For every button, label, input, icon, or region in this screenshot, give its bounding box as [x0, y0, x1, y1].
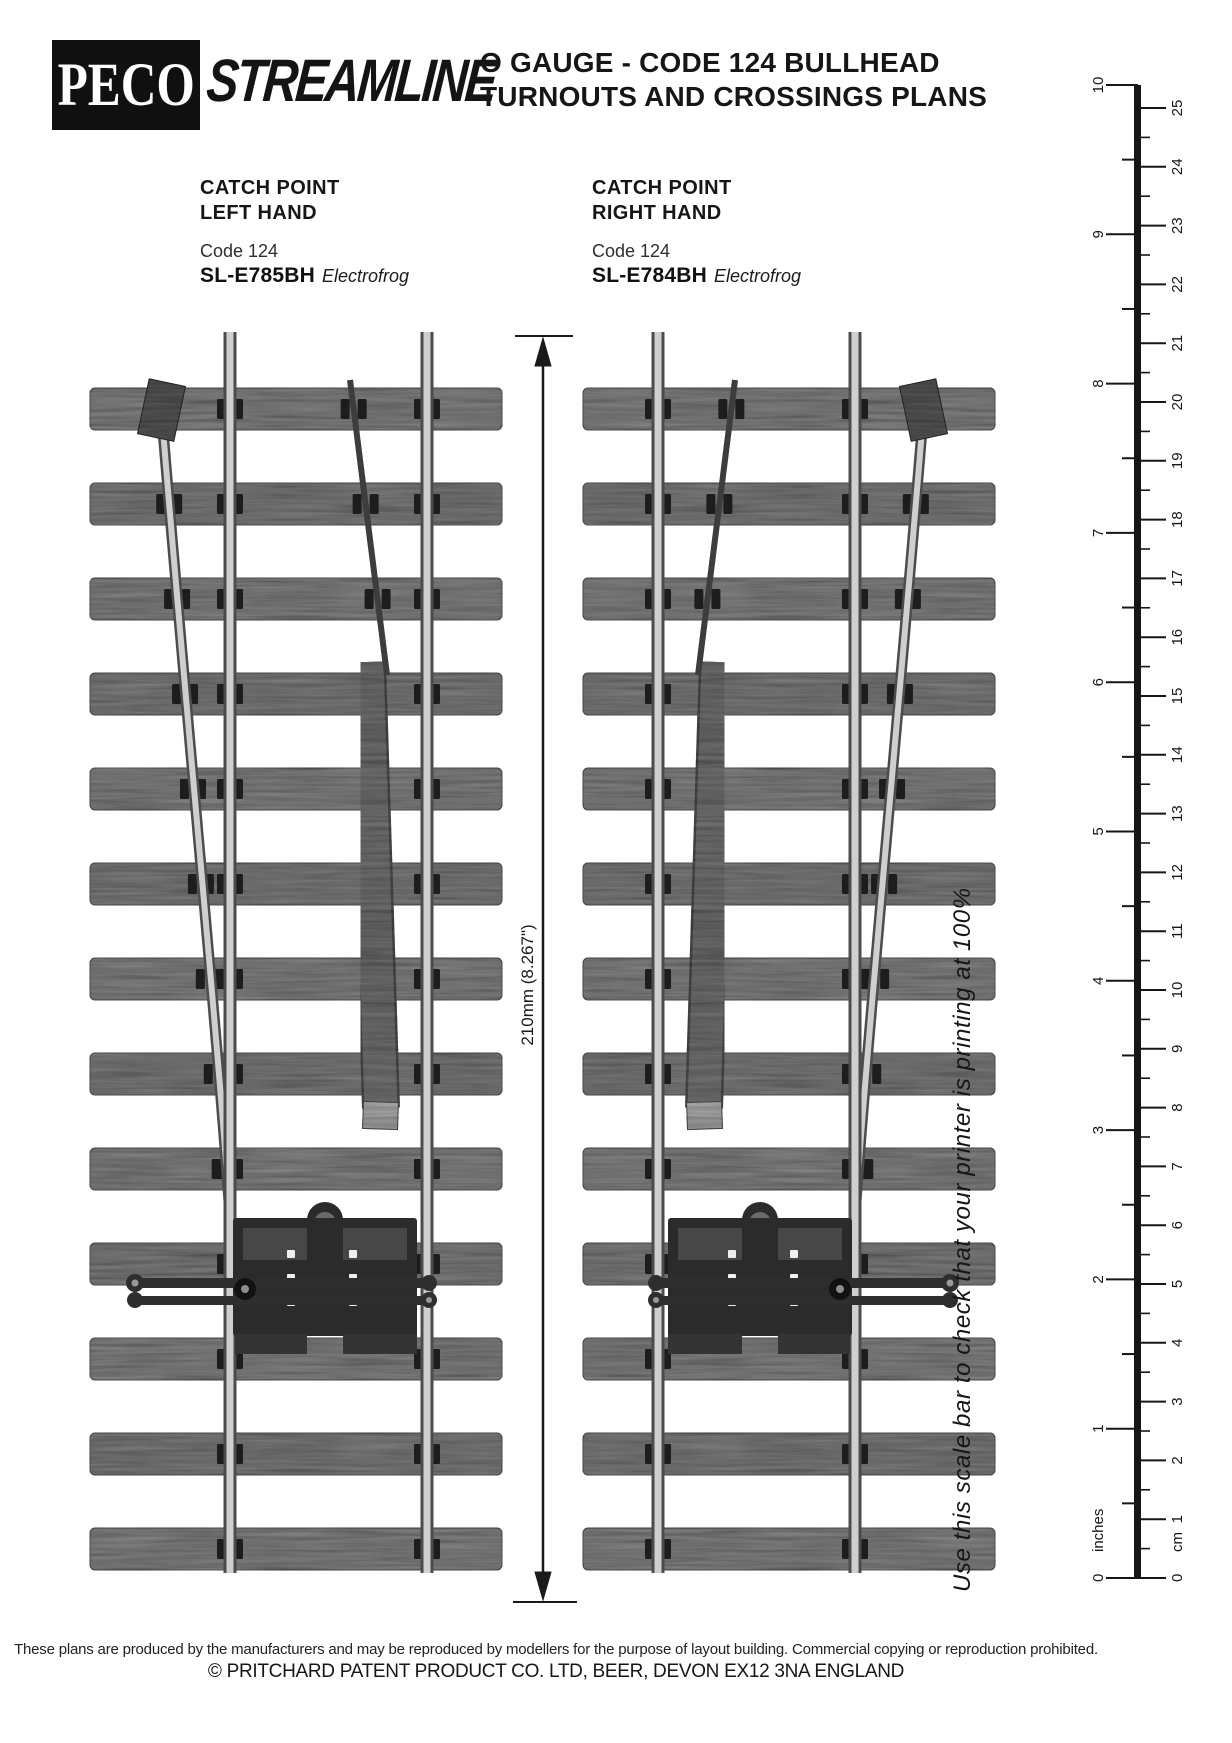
svg-text:25: 25 — [1169, 99, 1186, 117]
svg-text:7: 7 — [1169, 1162, 1186, 1171]
svg-text:5: 5 — [1090, 827, 1107, 836]
svg-text:6: 6 — [1090, 678, 1107, 687]
plan-frog-type: Electrofrog — [322, 266, 410, 286]
svg-text:15: 15 — [1169, 687, 1186, 705]
page-title — [480, 46, 987, 114]
svg-text:19: 19 — [1169, 452, 1186, 470]
footer — [0, 1641, 1112, 1683]
sleeper — [90, 958, 502, 1000]
svg-text:21: 21 — [1169, 334, 1186, 352]
svg-text:23: 23 — [1169, 217, 1186, 234]
catch-point-left-drawing — [90, 332, 502, 1573]
svg-text:9: 9 — [1090, 230, 1107, 239]
svg-text:6: 6 — [1169, 1221, 1186, 1230]
ruler-ticks — [1106, 85, 1166, 1578]
plan-code: Code 124 — [592, 241, 671, 261]
plan-name: CATCH POINT RIGHT HAND — [592, 177, 732, 224]
svg-text:22: 22 — [1169, 276, 1186, 293]
footer-company-line: © PRITCHARD PATENT PRODUCT CO. LTD, BEER, DEVON EX12 3NA ENGLAND — [207, 1661, 905, 1682]
dimension-arrow-up — [535, 338, 551, 366]
sleeper — [90, 768, 502, 810]
sleeper — [90, 483, 502, 525]
plan-name: CATCH POINT LEFT HAND — [200, 177, 340, 224]
ruler-cm-unit-label: cm — [1169, 1532, 1186, 1552]
svg-text:20: 20 — [1169, 393, 1186, 411]
svg-text:2: 2 — [1090, 1275, 1107, 1284]
stretcher-rod — [129, 1278, 431, 1288]
timber-end-block — [363, 1101, 399, 1129]
svg-text:3: 3 — [1169, 1397, 1186, 1406]
plan-label-left — [200, 176, 409, 288]
svg-text:16: 16 — [1169, 628, 1186, 646]
footer-copyright-notice: These plans are produced by the manufacturers and may be reproduced by modellers for the purpose of layout building. Commercial copying or reproduction prohibited. — [14, 1641, 1098, 1658]
sleeper — [90, 1433, 502, 1475]
dimension-annotation — [513, 336, 577, 1602]
svg-text:9: 9 — [1169, 1044, 1186, 1053]
svg-text:5: 5 — [1169, 1279, 1186, 1289]
svg-text:0: 0 — [1169, 1573, 1186, 1582]
svg-text:2: 2 — [1169, 1456, 1186, 1465]
page-title-line1: O GAUGE - CODE 124 BULLHEAD — [480, 47, 940, 78]
stretcher-rod — [129, 1296, 431, 1305]
plan-sku: SL-E784BH — [592, 264, 708, 287]
sleeper — [90, 863, 502, 905]
dimension-label: 210mm (8.267") — [518, 924, 537, 1046]
sleeper — [90, 1528, 502, 1570]
svg-text:12: 12 — [1169, 864, 1186, 881]
svg-text:18: 18 — [1169, 511, 1186, 528]
dimension-arrow-down — [535, 1572, 551, 1600]
svg-text:8: 8 — [1090, 379, 1107, 388]
peco-logo-text: PECO — [57, 51, 195, 119]
svg-text:1: 1 — [1169, 1515, 1186, 1524]
svg-text:1: 1 — [1090, 1424, 1107, 1433]
svg-text:4: 4 — [1169, 1338, 1186, 1347]
svg-text:11: 11 — [1169, 923, 1186, 939]
svg-text:8: 8 — [1169, 1103, 1186, 1112]
svg-text:10: 10 — [1169, 981, 1186, 999]
scale-ruler — [940, 60, 1232, 1620]
switch-mechanism — [126, 1202, 437, 1354]
plan-code: Code 124 — [200, 241, 279, 261]
catch-point-right-drawing — [583, 332, 995, 1573]
svg-text:3: 3 — [1090, 1125, 1107, 1135]
svg-text:24: 24 — [1169, 158, 1186, 176]
plan-label-right — [592, 176, 801, 288]
streamline-logo-text: STREAMLINE — [204, 47, 498, 114]
ruler-note: Use this scale bar to check that your printer is printing at 100% — [949, 887, 976, 1592]
ruler-inch-unit-label: inches — [1090, 1508, 1107, 1552]
svg-text:7: 7 — [1090, 528, 1107, 538]
svg-text:0: 0 — [1090, 1573, 1107, 1582]
peco-logo — [52, 40, 200, 130]
page-title-line2: TURNOUTS AND CROSSINGS PLANS — [480, 81, 988, 112]
svg-text:4: 4 — [1090, 976, 1107, 985]
plan-frog-type: Electrofrog — [714, 266, 802, 286]
svg-text:13: 13 — [1169, 805, 1186, 822]
sleeper — [90, 673, 502, 715]
svg-text:17: 17 — [1169, 570, 1186, 587]
sleeper — [90, 1148, 502, 1190]
sleeper — [90, 1053, 502, 1095]
plan-sku: SL-E785BH — [200, 264, 316, 287]
svg-text:14: 14 — [1169, 746, 1186, 764]
sleeper — [90, 578, 502, 620]
track-plans-drawing — [85, 330, 1000, 1610]
svg-text:10: 10 — [1090, 76, 1107, 94]
